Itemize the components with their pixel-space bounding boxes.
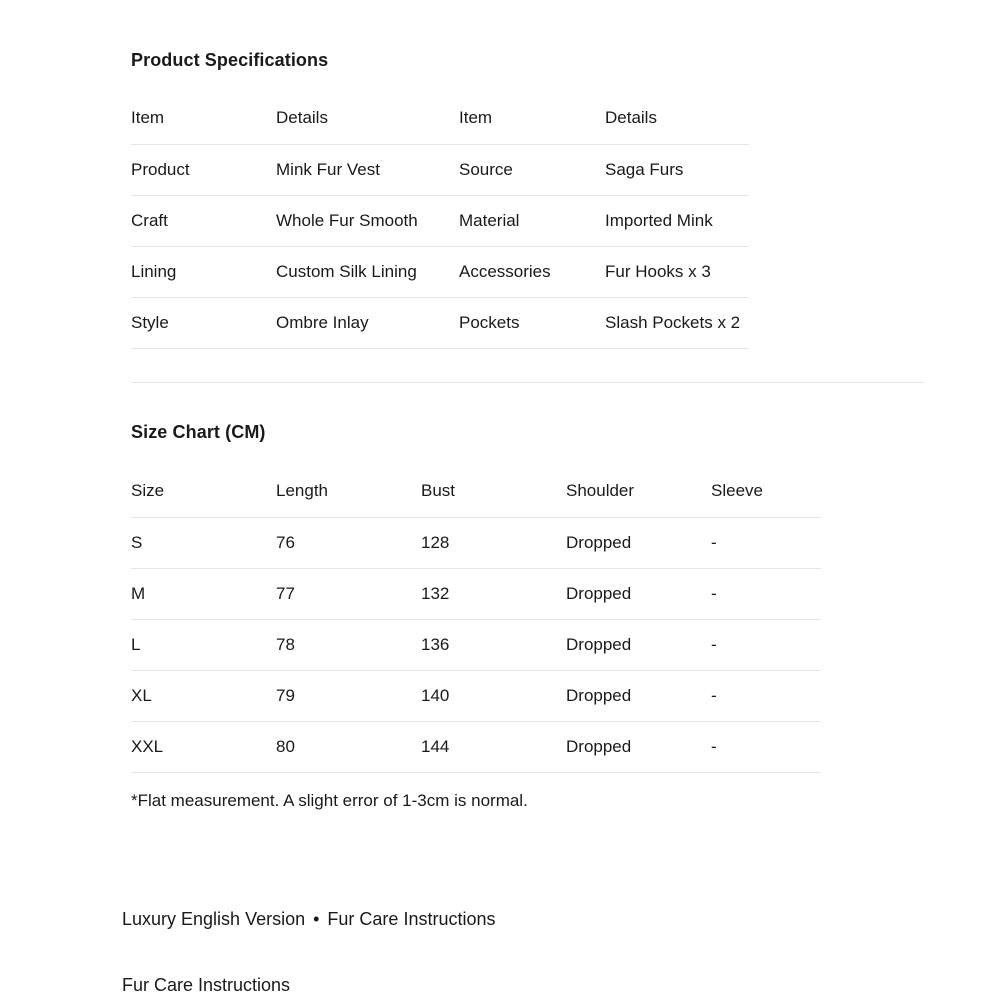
care-instructions-link[interactable]: Fur Care Instructions — [327, 909, 496, 929]
table-cell: Fur Hooks x 3 — [605, 247, 749, 298]
table-cell: 76 — [276, 518, 421, 569]
header-item: Item — [131, 108, 165, 127]
table-cell: Imported Mink — [605, 196, 749, 247]
header-bust: Bust — [421, 481, 456, 500]
table-cell: Slash Pockets x 2 — [605, 298, 749, 349]
care-instructions-title: Fur Care Instructions — [122, 975, 291, 995]
header-sleeve: Sleeve — [711, 481, 763, 500]
header-details: Details — [605, 108, 657, 127]
table-row — [131, 671, 821, 722]
footer-nav — [122, 909, 495, 930]
size-chart-title: Size Chart (CM) — [131, 422, 266, 442]
table-cell: Ombre Inlay — [276, 298, 459, 349]
table-cell: - — [711, 569, 821, 620]
measurement-note: *Flat measurement. A slight error of 1-3cm is normal. — [131, 791, 528, 810]
specifications-table — [131, 92, 749, 349]
table-row — [131, 722, 821, 773]
header-shoulder: Shoulder — [566, 481, 635, 500]
table-cell: M — [131, 569, 276, 620]
table-row — [131, 620, 821, 671]
table-cell: Custom Silk Lining — [276, 247, 459, 298]
table-cell: - — [711, 671, 821, 722]
table-cell: - — [711, 518, 821, 569]
table-cell: Accessories — [459, 247, 605, 298]
table-cell: Mink Fur Vest — [276, 145, 459, 196]
header-size: Size — [131, 481, 165, 500]
table-cell: Source — [459, 145, 605, 196]
table-cell: Craft — [131, 196, 276, 247]
header-details: Details — [276, 108, 328, 127]
table-cell: Lining — [131, 247, 276, 298]
table-cell: XXL — [131, 722, 276, 773]
table-header-row — [131, 465, 821, 518]
table-cell: 136 — [421, 620, 566, 671]
table-row — [131, 145, 749, 196]
separator-dot: • — [313, 909, 320, 929]
version-label: Luxury English Version — [122, 909, 306, 929]
table-row — [131, 569, 821, 620]
table-cell: 80 — [276, 722, 421, 773]
table-cell: 77 — [276, 569, 421, 620]
table-row — [131, 298, 749, 349]
table-cell: 140 — [421, 671, 566, 722]
header-item: Item — [459, 108, 493, 127]
table-row — [131, 247, 749, 298]
table-cell: - — [711, 722, 821, 773]
size-chart-table — [131, 465, 821, 773]
table-header-row — [131, 92, 749, 145]
table-cell: Dropped — [566, 722, 711, 773]
section-divider — [131, 382, 924, 383]
table-cell: Dropped — [566, 671, 711, 722]
table-cell: - — [711, 620, 821, 671]
table-cell: 144 — [421, 722, 566, 773]
table-cell: Saga Furs — [605, 145, 749, 196]
table-cell: Style — [131, 298, 276, 349]
table-cell: Dropped — [566, 518, 711, 569]
table-cell: Pockets — [459, 298, 605, 349]
table-cell: Dropped — [566, 569, 711, 620]
table-cell: Whole Fur Smooth — [276, 196, 459, 247]
table-row — [131, 518, 821, 569]
table-cell: L — [131, 620, 276, 671]
specifications-title: Product Specifications — [131, 50, 329, 70]
table-cell: Product — [131, 145, 276, 196]
table-cell: 79 — [276, 671, 421, 722]
table-cell: 128 — [421, 518, 566, 569]
table-cell: Material — [459, 196, 605, 247]
table-cell: Dropped — [566, 620, 711, 671]
table-cell: 78 — [276, 620, 421, 671]
table-cell: XL — [131, 671, 276, 722]
table-row — [131, 196, 749, 247]
header-length: Length — [276, 481, 328, 500]
table-cell: 132 — [421, 569, 566, 620]
table-cell: S — [131, 518, 276, 569]
